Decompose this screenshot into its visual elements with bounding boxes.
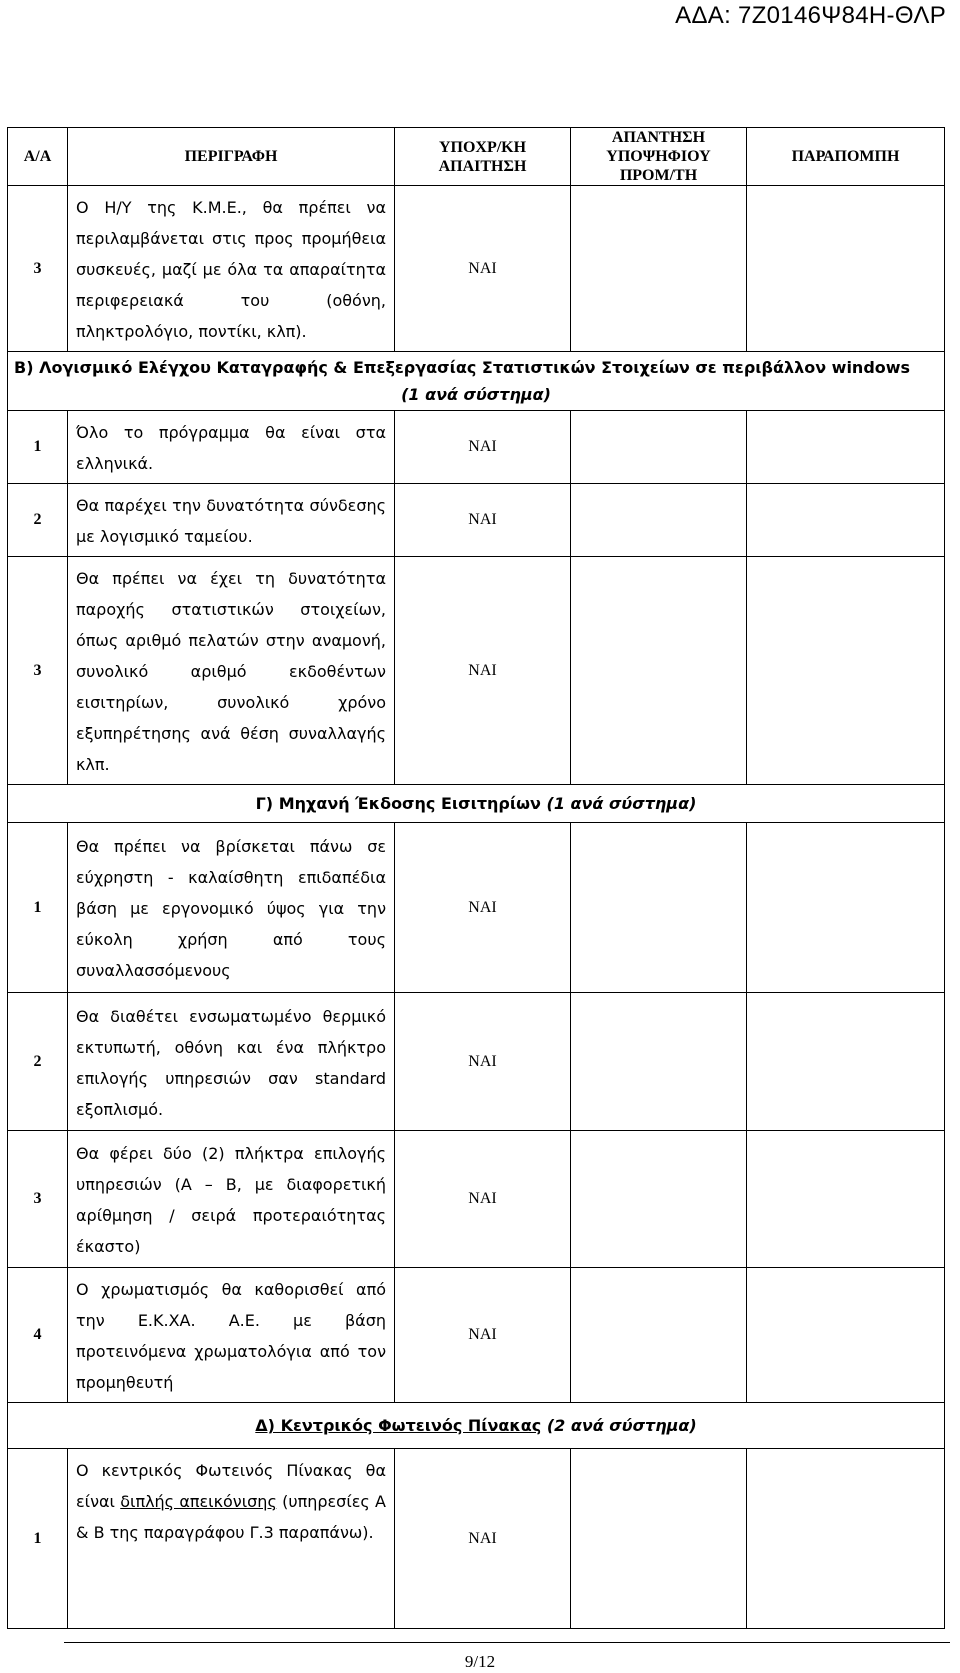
row-requirement: ΝΑΙ: [395, 557, 571, 785]
table-header-row: [8, 128, 945, 186]
page-number: 9/12: [464, 1652, 496, 1671]
row-requirement: ΝΑΙ: [395, 484, 571, 557]
header-aa: Α/Α: [8, 128, 68, 186]
row-reference-cell: [747, 557, 945, 785]
row-requirement: ΝΑΙ: [395, 186, 571, 352]
section-b-header: [8, 352, 945, 411]
row-description: Θα πρέπει να έχει τη δυνατότητα παροχής στατιστικών στοιχείων, όπως αριθμό πελατών στην αναμονή, συνολικό αριθμό εκδοθέντων εισιτηρίων, συνολικό χρόνο εξυπηρέτησης ανά θέση συναλλαγής κλπ.: [68, 557, 395, 785]
row-reference-cell: [747, 411, 945, 484]
row-description: Ο κεντρικός Φωτεινός Πίνακας θα είναι διπλής απεικόνισης (υπηρεσίες Α & Β της παραγράφου Γ.3 παραπάνω).: [68, 1449, 395, 1629]
row-reference-cell: [747, 1131, 945, 1268]
table-row: [8, 823, 945, 993]
header-parapompi: ΠΑΡΑΠΟΜΠΗ: [747, 128, 945, 186]
header-perigrafi: ΠΕΡΙΓΡΑΦΗ: [68, 128, 395, 186]
row-answer-cell: [571, 993, 747, 1131]
row-number: 1: [8, 1449, 68, 1629]
table-row: [8, 411, 945, 484]
row-answer-cell: [571, 186, 747, 352]
section-c-title: Γ) Μηχανή Έκδοσης Εισιτηρίων: [255, 794, 541, 813]
table-row: [8, 186, 945, 352]
row-answer-cell: [571, 1131, 747, 1268]
table-row: [8, 1449, 945, 1629]
row-answer-cell: [571, 1268, 747, 1403]
row-reference-cell: [747, 1449, 945, 1629]
row-requirement: ΝΑΙ: [395, 1449, 571, 1629]
row-number: 2: [8, 993, 68, 1131]
row-reference-cell: [747, 1268, 945, 1403]
row-answer-cell: [571, 823, 747, 993]
section-b-subtitle: (1 ανά σύστημα): [401, 385, 551, 404]
row-requirement: ΝΑΙ: [395, 823, 571, 993]
ada-code: ΑΔΑ: 7Ζ0146Ψ84Η-ΘΛΡ: [675, 2, 946, 29]
row-number: 3: [8, 557, 68, 785]
row-number: 1: [8, 823, 68, 993]
row-reference-cell: [747, 484, 945, 557]
row-description: Θα διαθέτει ενσωματωμένο θερμικό εκτυπωτή, οθόνη και ένα πλήκτρο επιλογής υπηρεσιών σαν standard εξοπλισμό.: [68, 993, 395, 1131]
row-answer-cell: [571, 557, 747, 785]
row-requirement: ΝΑΙ: [395, 1268, 571, 1403]
row-number: 3: [8, 1131, 68, 1268]
section-d-header: [8, 1403, 945, 1449]
table-row: [8, 1268, 945, 1403]
section-d-title: Δ) Κεντρικός Φωτεινός Πίνακας: [255, 1416, 542, 1435]
underlined-phrase: διπλής απεικόνισης: [120, 1492, 277, 1511]
row-description: Ο Η/Υ της Κ.Μ.Ε., θα πρέπει να περιλαμβάνεται στις προς προμήθεια συσκευές, μαζί με όλα τα απαραίτητα περιφερειακά του (οθόνη, πληκτρολόγιο, ποντίκι, κλπ).: [68, 186, 395, 352]
section-c-header: [8, 785, 945, 823]
row-description: Θα παρέχει την δυνατότητα σύνδεσης με λογισμικό ταμείου.: [68, 484, 395, 557]
row-number: 4: [8, 1268, 68, 1403]
table-row: [8, 557, 945, 785]
table-row: [8, 484, 945, 557]
row-number: 3: [8, 186, 68, 352]
row-requirement: ΝΑΙ: [395, 411, 571, 484]
footer-divider: [64, 1642, 950, 1643]
specs-table: [7, 127, 945, 1629]
row-requirement: ΝΑΙ: [395, 1131, 571, 1268]
table-row: [8, 993, 945, 1131]
row-description: Θα πρέπει να βρίσκεται πάνω σε εύχρηστη - καλαίσθητη επιδαπέδια βάση με εργονομικό ύψος για την εύκολη χρήση από τους συναλλασσόμενους: [68, 823, 395, 993]
section-c-subtitle: (1 ανά σύστημα): [546, 794, 697, 813]
row-answer-cell: [571, 484, 747, 557]
header-apantisi: ΑΠΑΝΤΗΣΗ ΥΠΟΨΗΦΙΟΥ ΠΡΟΜ/ΤΗ: [571, 128, 747, 186]
section-b-title: Β) Λογισμικό Ελέγχου Καταγραφής & Επεξεργασίας Στατιστικών Στοιχείων σε περιβάλλον windows: [14, 358, 911, 377]
row-answer-cell: [571, 411, 747, 484]
row-description: Όλο το πρόγραμμα θα είναι στα ελληνικά.: [68, 411, 395, 484]
row-answer-cell: [571, 1449, 747, 1629]
row-reference-cell: [747, 186, 945, 352]
row-number: 1: [8, 411, 68, 484]
row-number: 2: [8, 484, 68, 557]
row-requirement: ΝΑΙ: [395, 993, 571, 1131]
row-description: Ο χρωματισμός θα καθορισθεί από την Ε.Κ.ΧΑ. Α.Ε. με βάση προτεινόμενα χρωματολόγια από τον προμηθευτή: [68, 1268, 395, 1403]
section-d-subtitle: (2 ανά σύστημα): [546, 1416, 697, 1435]
row-reference-cell: [747, 823, 945, 993]
table-row: [8, 1131, 945, 1268]
row-reference-cell: [747, 993, 945, 1131]
row-description: Θα φέρει δύο (2) πλήκτρα επιλογής υπηρεσιών (Α – Β, με διαφορετική αρίθμηση / σειρά προτεραιότητας έκαστο): [68, 1131, 395, 1268]
header-ypoxreotiki-apaitisi: ΥΠΟΧΡ/ΚΗ ΑΠΑΙΤΗΣΗ: [395, 128, 571, 186]
